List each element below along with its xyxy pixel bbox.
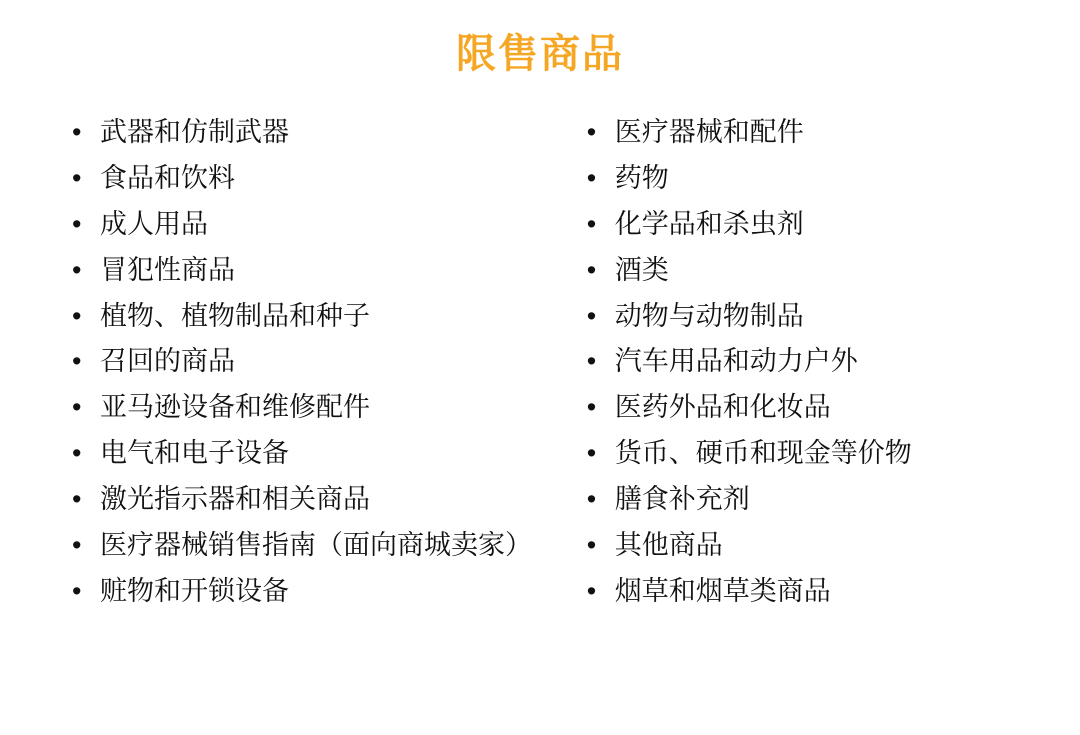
list-item [60,477,545,523]
bullet-icon: • [586,346,597,377]
list-item-label: 其他商品 [614,530,723,561]
list-item-label: 医疗器械和配件 [614,117,804,147]
list-item-label: 膳食补充剂 [614,484,750,515]
list-item [60,431,545,477]
bullet-icon: • [72,392,82,423]
list-item [575,477,1040,523]
bullet-icon: • [586,117,597,147]
list-item [60,385,545,431]
list-item-label: 激光指示器和相关商品 [100,484,370,515]
list-item-label: 化学品和杀虫剂 [614,208,804,239]
list-item [575,110,1040,156]
bullet-icon: • [72,300,82,331]
list-item-label: 电气和电子设备 [100,438,289,469]
list-item [60,294,545,340]
bullet-icon: • [586,484,597,515]
bullet-icon: • [586,530,597,561]
restricted-products-columns [0,88,1080,615]
bullet-icon: • [586,208,597,239]
list-item-label: 亚马逊设备和维修配件 [100,392,370,423]
list-item [60,156,545,202]
list-item-label: 汽车用品和动力户外 [614,346,858,377]
list-item [575,339,1040,385]
list-item-label: 医药外品和化妆品 [614,392,831,423]
list-item-label: 烟草和烟草类商品 [614,575,831,606]
list-item [60,110,545,156]
left-column-list [60,110,545,615]
list-item-label: 药物 [614,162,669,193]
bullet-icon: • [72,484,82,515]
list-item-label: 动物与动物制品 [614,300,804,331]
list-item-label: 召回的商品 [100,346,235,377]
bullet-icon: • [72,530,82,561]
bullet-icon: • [72,208,82,239]
list-item-label: 武器和仿制武器 [100,117,289,147]
list-item [60,523,545,569]
list-item [60,569,545,615]
list-item [575,385,1040,431]
list-item-label: 酒类 [614,254,669,285]
bullet-icon: • [586,162,597,193]
list-item [60,248,545,294]
list-item [575,202,1040,248]
bullet-icon: • [72,575,82,606]
bullet-icon: • [586,392,597,423]
list-item-label: 医疗器械销售指南（面向商城卖家） [100,530,532,561]
list-item [575,431,1040,477]
bullet-icon: • [586,300,597,331]
right-column [545,110,1040,615]
bullet-icon: • [586,575,597,606]
left-column [40,110,545,615]
bullet-icon: • [72,346,82,377]
bullet-icon: • [72,438,82,469]
list-item-label: 成人用品 [100,208,208,239]
list-item [575,569,1040,615]
list-item-label: 食品和饮料 [100,162,235,193]
list-item [575,294,1040,340]
list-item [575,523,1040,569]
bullet-icon: • [586,438,597,469]
list-item [575,156,1040,202]
right-column-list [575,110,1040,615]
list-item [60,202,545,248]
bullet-icon: • [72,254,82,285]
list-item-label: 植物、植物制品和种子 [100,300,370,331]
list-item [575,248,1040,294]
bullet-icon: • [72,117,82,147]
list-item [60,339,545,385]
bullet-icon: • [72,162,82,193]
list-item-label: 赃物和开锁设备 [100,575,289,606]
list-item-label: 冒犯性商品 [100,254,235,285]
bullet-icon: • [586,254,597,285]
list-item-label: 货币、硬币和现金等价物 [614,438,912,469]
page-title: 限售商品 [456,32,624,76]
